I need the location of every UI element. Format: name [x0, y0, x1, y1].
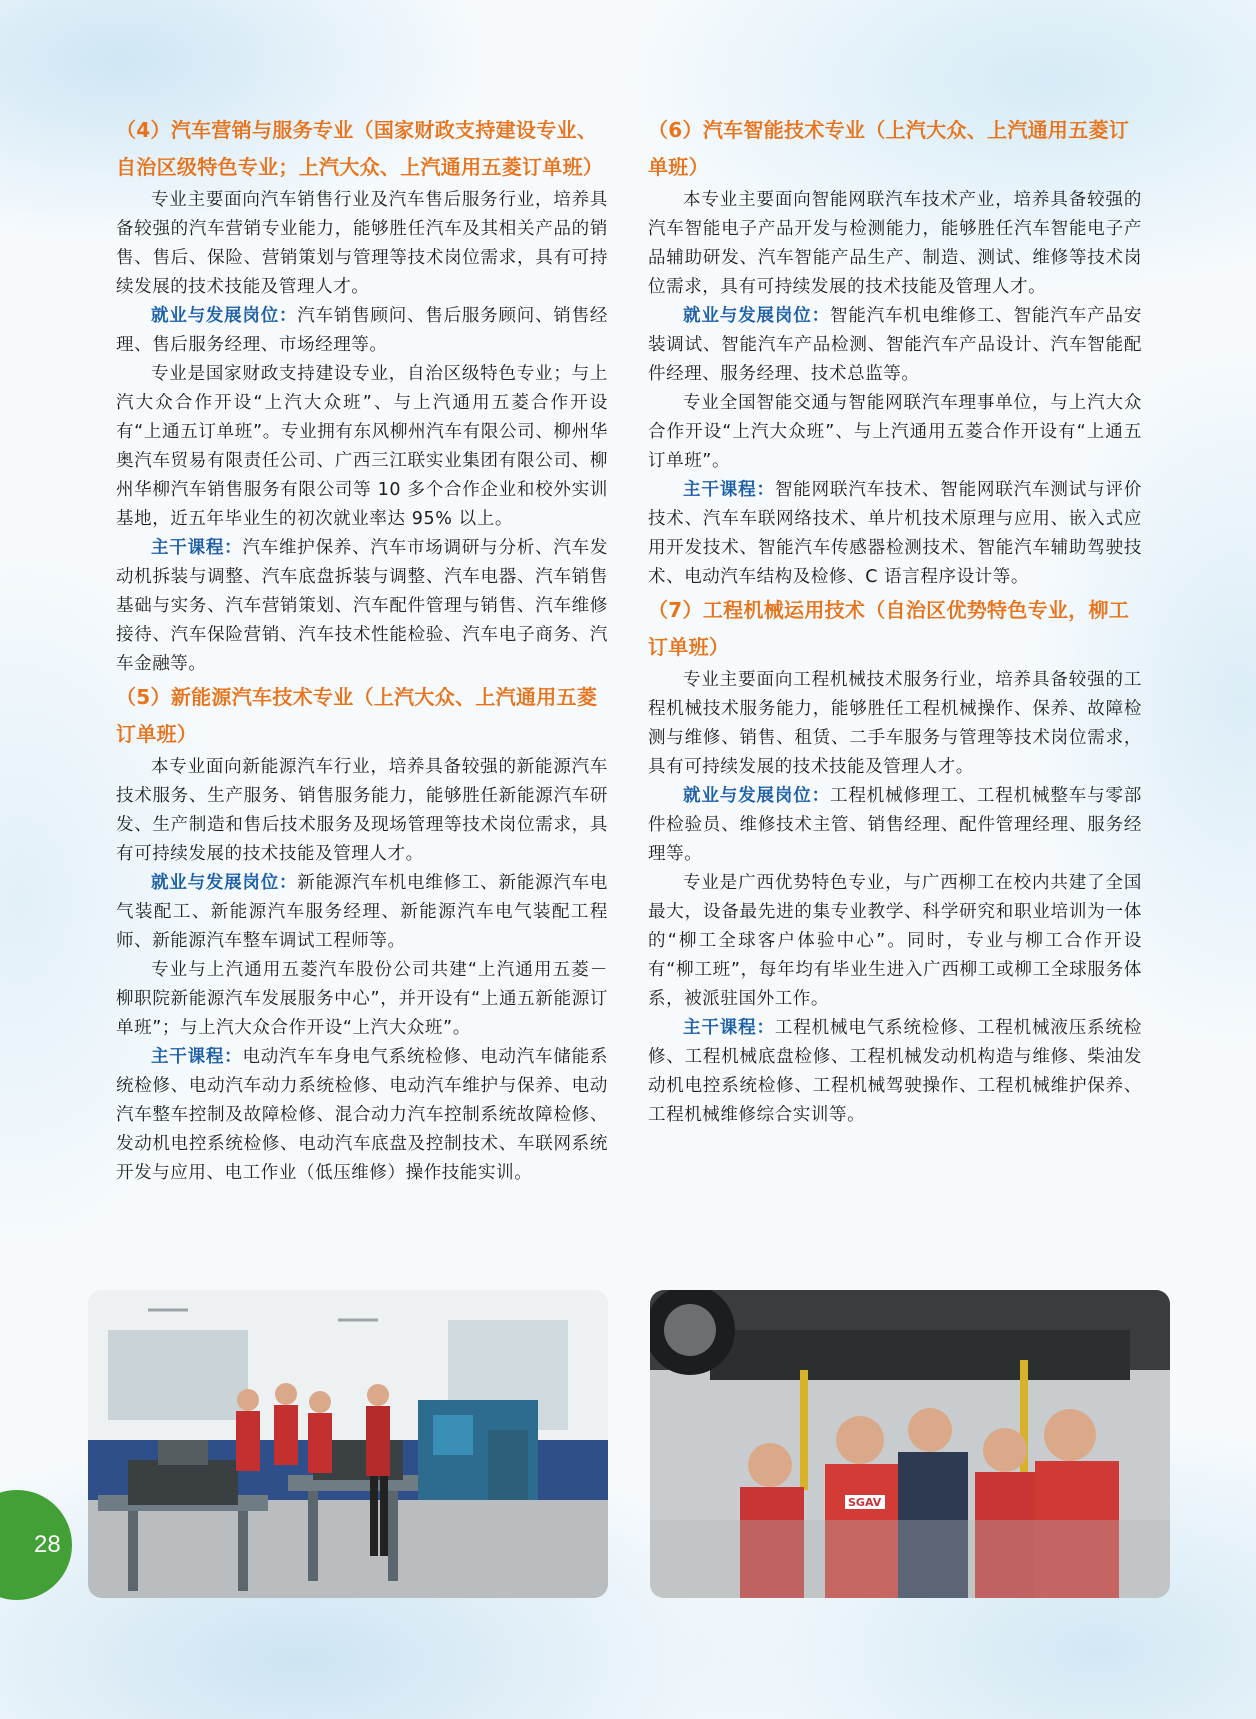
section-4-courses [116, 534, 608, 679]
section-7-title: （7）工程机械运用技术（自治区优势特色专业，柳工订单班） [648, 598, 1130, 659]
courses-text: 电动汽车车身电气系统检修、电动汽车储能系统检修、电动汽车动力系统检修、电动汽车维护与保养、电动汽车整车控制及故障检修、混合动力汽车控制系统故障检修、发动机电控系统检修、电动汽车底盘及控制技术、车联网系统开发与应用、电工作业（低压维修）操作技能实训。 [116, 1047, 608, 1183]
section-5-title: （5）新能源汽车技术专业（上汽大众、上汽通用五菱订单班） [116, 685, 598, 746]
left-column [116, 112, 608, 1188]
jobs-label: 就业与发展岗位： [151, 873, 298, 893]
vehicle-lift-illustration [650, 1290, 1170, 1598]
section-6-intro: 本专业主要面向智能网联汽车技术产业，培养具备较强的汽车智能电子产品开发与检测能力，能够胜任汽车智能电子产品辅助研发、汽车智能产品生产、制造、测试、维修等技术岗位需求，具有可持续发展的技术技能及管理人才。 [648, 190, 1142, 297]
courses-text: 工程机械电气系统检修、工程机械液压系统检修、工程机械底盘检修、工程机械发动机构造与维修、柴油发动机电控系统检修、工程机械驾驶操作、工程机械维护保养、工程机械维修综合实训等。 [648, 1018, 1143, 1125]
jobs-text: 新能源汽车机电维修工、新能源汽车电气装配工、新能源汽车服务经理、新能源汽车电气装配工程师、新能源汽车整车调试工程师等。 [116, 873, 608, 951]
courses-label: 主干课程： [683, 480, 775, 500]
section-6-partners: 专业全国智能交通与智能网联汽车理事单位，与上汽大众合作开设“上汽大众班”、与上汽通用五菱合作开设有“上通五订单班”。 [648, 393, 1142, 471]
section-4-partners: 专业是国家财政支持建设专业，自治区级特色专业；与上汽大众合作开设“上汽大众班”、与上汽通用五菱合作开设有“上通五订单班”。专业拥有东风柳州汽车有限公司、柳州华奥汽车贸易有限责任公司、广西三江联实业集团有限公司、柳州华柳汽车销售服务有限公司等 10 多个合作企业和校外实训基地，近五年毕业生的初次就业率达 95% 以上。 [116, 364, 608, 529]
right-column [648, 112, 1142, 1130]
section-5-partners: 专业与上汽通用五菱汽车股份公司共建“上汽通用五菱－柳职院新能源汽车发展服务中心”，并开设有“上通五新能源订单班”；与上汽大众合作开设“上汽大众班”。 [116, 960, 608, 1038]
courses-label: 主干课程： [151, 1047, 243, 1067]
section-7-jobs [648, 782, 1142, 869]
section-6-courses [648, 476, 1142, 592]
section-4-title: （4）汽车营销与服务专业（国家财政支持建设专业、自治区级特色专业；上汽大众、上汽通用五菱订单班） [116, 118, 604, 179]
jobs-text: 汽车销售顾问、售后服务顾问、销售经理、售后服务经理、市场经理等。 [116, 306, 608, 355]
section-6-jobs [648, 302, 1142, 389]
vehicle-lift-photo [650, 1290, 1170, 1598]
section-7-intro: 专业主要面向工程机械技术服务行业，培养具备较强的工程机械技术服务能力，能够胜任工程机械操作、保养、故障检测与维修、销售、租赁、二手车服务与管理等技术岗位需求，具有可持续发展的技术技能及管理人才。 [648, 670, 1142, 777]
section-5-courses [116, 1043, 608, 1188]
section-5-jobs [116, 869, 608, 956]
workshop-photo [88, 1290, 608, 1598]
courses-text: 汽车维护保养、汽车市场调研与分析、汽车发动机拆装与调整、汽车底盘拆装与调整、汽车电器、汽车销售基础与实务、汽车营销策划、汽车配件管理与销售、汽车维修接待、汽车保险营销、汽车技术性能检验、汽车电子商务、汽车金融等。 [116, 538, 608, 674]
section-7-partners: 专业是广西优势特色专业，与广西柳工在校内共建了全国最大，设备最先进的集专业教学、科学研究和职业培训为一体的“柳工全球客户体验中心”。同时，专业与柳工合作开设有“柳工班”，每年均有毕业生进入广西柳工或柳工全球服务体系，被派驻国外工作。 [648, 873, 1142, 1009]
jobs-label: 就业与发展岗位： [151, 306, 298, 326]
section-7-courses [648, 1014, 1142, 1130]
jobs-text: 工程机械修理工、工程机械整车与零部件检验员、维修技术主管、销售经理、配件管理经理、服务经理等。 [648, 786, 1142, 864]
page-number: 28 [34, 1531, 61, 1558]
courses-label: 主干课程： [683, 1018, 775, 1038]
workshop-illustration [88, 1290, 608, 1598]
section-5-intro: 本专业面向新能源汽车行业，培养具备较强的新能源汽车技术服务、生产服务、销售服务能力，能够胜任新能源汽车研发、生产制造和售后技术服务及现场管理等技术岗位需求，具有可持续发展的技术技能及管理人才。 [116, 757, 608, 864]
jobs-text: 智能汽车机电维修工、智能汽车产品安装调试、智能汽车产品检测、智能汽车产品设计、汽车智能配件经理、服务经理、技术总监等。 [648, 306, 1142, 384]
section-6-title: （6）汽车智能技术专业（上汽大众、上汽通用五菱订单班） [648, 118, 1130, 179]
uniform-badge: SGAV [848, 1496, 882, 1509]
courses-text: 智能网联汽车技术、智能网联汽车测试与评价技术、汽车车联网络技术、单片机技术原理与应用、嵌入式应用开发技术、智能汽车传感器检测技术、智能汽车辅助驾驶技术、电动汽车结构及检修、C 语言程序设计等。 [648, 480, 1143, 587]
section-4-jobs [116, 302, 608, 360]
jobs-label: 就业与发展岗位： [683, 306, 830, 326]
section-4-intro: 专业主要面向汽车销售行业及汽车售后服务行业，培养具备较强的汽车营销专业能力，能够胜任汽车及其相关产品的销售、售后、保险、营销策划与管理等技术岗位需求，具有可持续发展的技术技能及管理人才。 [116, 190, 608, 297]
jobs-label: 就业与发展岗位： [683, 786, 830, 806]
courses-label: 主干课程： [151, 538, 243, 558]
